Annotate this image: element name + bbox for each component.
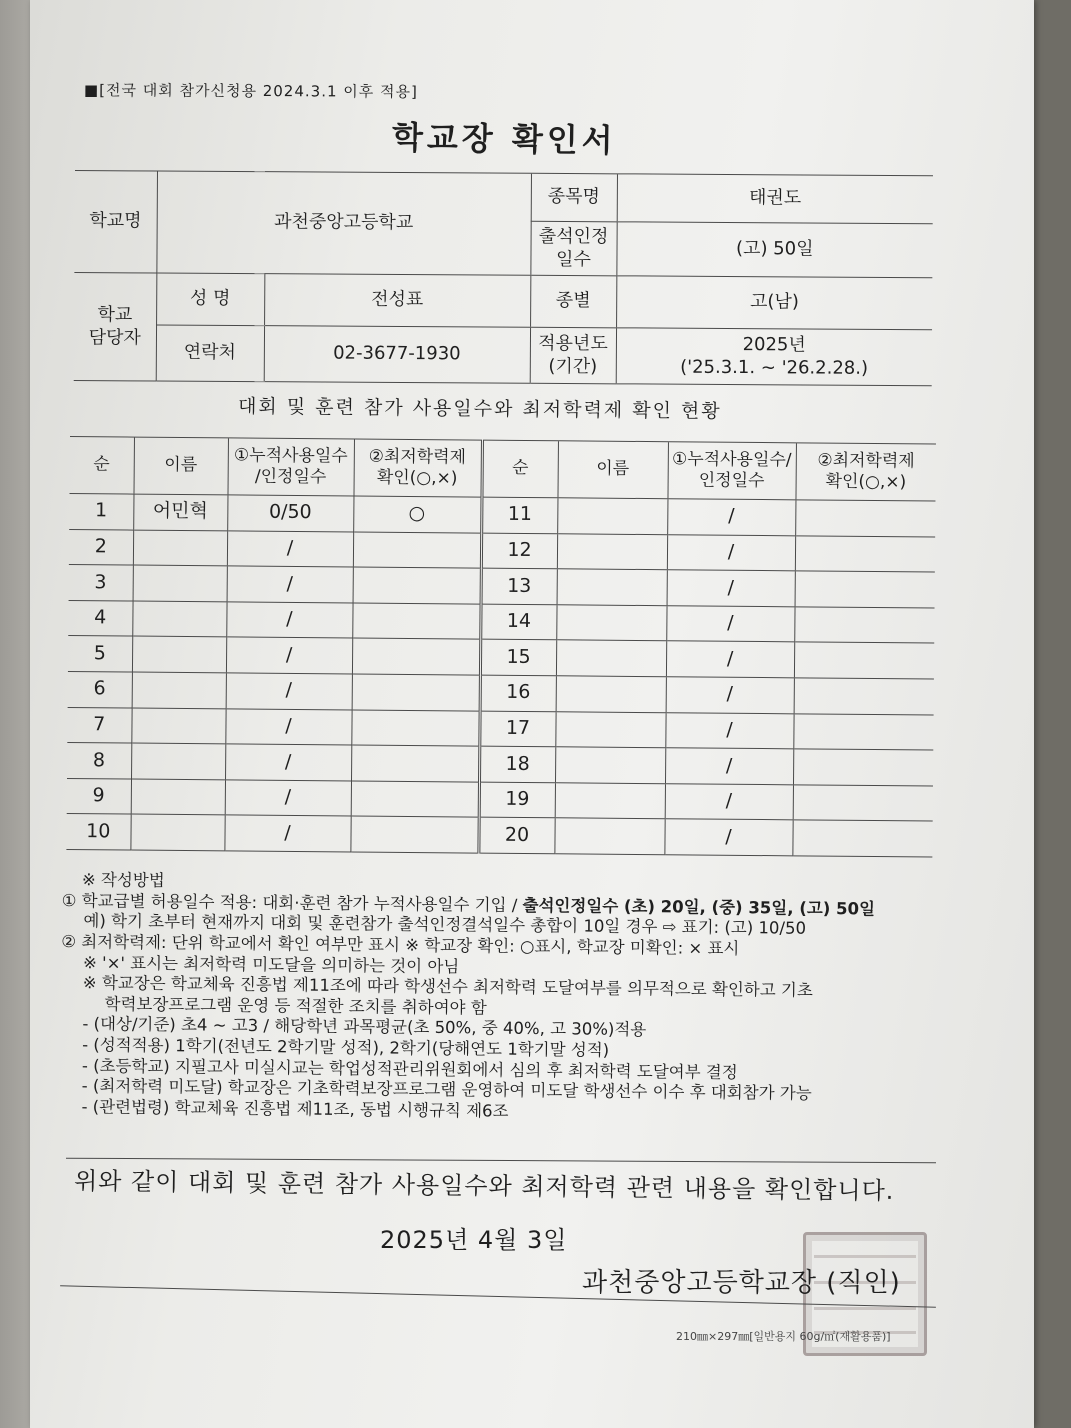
cell-days-left: / [224,815,350,852]
cell-check-right [793,749,933,786]
cell-check-right [793,713,933,750]
attendance-value: (고) 50일 [616,222,932,278]
participation-table [66,436,936,857]
cell-no-right: 18 [479,746,555,782]
table-header-row [69,436,935,501]
cell-no-left: 1 [69,493,133,529]
cell-name-right [555,782,665,819]
cell-days-right: / [667,499,795,536]
table-subtitle: 대회 및 훈련 참가 사용일수와 최저학력제 확인 현황 [237,395,722,423]
cell-check-right [795,535,935,572]
note-2-sub2-cont: 학력보장프로그램 운영 등 적절한 조치를 취하여야 함 [104,994,487,1018]
cell-days-left: / [226,637,352,674]
document-title: 학교장 확인서 [391,118,617,160]
cell-name-right [556,676,666,713]
cell-name-right [557,533,667,570]
cell-name-left: 어민혁 [133,494,227,530]
header-academic-right [795,443,935,501]
cell-no-left: 7 [67,707,131,743]
note-1-bold: 출석인정일수 (초) 20일, (중) 35일, (고) 50일 [522,895,876,919]
name-value: 전성표 [264,274,530,328]
cell-no-left: 2 [69,529,133,565]
type-value: 고(남) [616,276,932,330]
header-note: ■[전국 대회 참가신청용 2024.3.1 이후 적용] [83,81,418,101]
attendance-label-line1: 출석인정 [538,225,609,248]
header-academic-right-line1: ②최저학력제 [817,450,915,472]
cell-name-left [132,636,226,672]
note-2-sub2: ※ 학교장은 학교체육 진흥법 제11조에 따라 학생선수 최저학력 도달여부를 의무적으로 확인하고 기초 [82,973,813,1000]
cell-check-right [794,678,934,715]
cell-no-left: 6 [68,671,132,707]
cell-no-right: 20 [478,817,554,853]
note-1-example: 예) 학기 초부터 현재까지 대회 및 훈련참가 출석인정결석일수 총합이 10일 경우 ⇨ 표기: (고) 10/50 [83,911,807,939]
cell-no-right: 12 [481,533,557,569]
cell-days-left: 0/50 [227,495,353,532]
cell-days-right: / [667,534,795,571]
name-label: 성 명 [156,273,264,326]
cell-days-left: / [226,673,352,710]
cell-name-left [132,672,226,708]
year-label [530,327,616,384]
sport-value: 태권도 [617,174,933,224]
cell-days-right: / [664,819,792,856]
cell-days-right: / [665,712,793,749]
year-value-line1: 2025년 [742,334,806,356]
cell-no-left: 4 [68,600,132,636]
cell-name-left [132,601,226,637]
cell-name-left [131,779,225,815]
cell-name-right [556,640,666,677]
cell-days-left: / [227,530,353,567]
attendance-label [530,221,616,276]
cell-check-left [350,816,478,853]
cell-days-right: / [665,783,793,820]
paper-spec-footer: 210㎜×297㎜[일반용지 60g/㎡(재활용품)] [676,1330,891,1343]
writing-instructions [59,870,942,1127]
year-label-line1: 적용년도 [538,332,608,355]
detail-2: - (성적적용) 1학기(전년도 2학기말 성적), 2학기(당해연도 1학기말 성적) [82,1035,610,1060]
cell-name-left [131,708,225,744]
header-days-right-line2: 인정일수 [698,470,765,492]
header-days-right-line1: ①누적사용일수/ [671,449,792,471]
cell-name-left [133,530,227,566]
note-2-sub1: ※ '×' 표시는 최저학력 미도달을 의미하는 것이 아님 [82,952,460,976]
cell-check-right [792,820,932,857]
cell-days-right: / [665,748,793,785]
cell-check-right [794,607,934,644]
type-label: 종별 [530,275,616,328]
cell-check-left [352,638,480,675]
cell-no-right: 14 [480,604,556,640]
cell-days-right: / [667,570,795,607]
cell-name-right [557,569,667,606]
cell-days-left: / [225,780,351,817]
header-name-left: 이름 [133,437,227,495]
cell-no-right: 17 [479,711,555,747]
header-days-left-line1: ①누적사용일수 [233,445,348,467]
cell-no-left: 9 [67,778,131,814]
cell-name-right [554,818,664,855]
cell-days-right: / [666,677,794,714]
cell-no-left: 3 [69,565,133,601]
cell-name-right [555,747,665,784]
cell-days-left: / [225,744,351,781]
cell-no-left: 5 [68,636,132,672]
note-1-text: ① 학교급별 허용일수 적용: 대회·훈련 참가 누적사용일수 기입 / [61,890,523,915]
detail-1: - (대상/기준) 초4 ~ 고3 / 해당학년 과목평균(초 50%, 중 40%, 고 30%)적용 [82,1014,647,1040]
cell-check-right [794,642,934,679]
cell-name-left [133,565,227,601]
contact-value: 02-3677-1930 [264,326,530,384]
notes-heading: ※ 작성방법 [81,870,165,891]
cell-check-left: ○ [353,496,481,533]
cell-days-right: / [666,605,794,642]
header-name-right: 이름 [557,441,667,499]
cell-no-right: 16 [480,675,556,711]
confirmation-text: 위와 같이 대회 및 훈련 참가 사용일수와 최저학력 관련 내용을 확인합니다. [73,1166,895,1206]
cell-check-left [353,567,481,604]
year-value [616,328,932,386]
attendance-label-line2: 일수 [556,248,591,270]
cell-days-right: / [666,641,794,678]
year-label-line2: (기간) [548,355,598,377]
cell-check-left [351,710,479,747]
header-no-right: 순 [481,440,557,498]
cell-name-left [131,743,225,779]
cell-check-right [793,785,933,822]
cell-check-left [352,674,480,711]
sport-label: 종목명 [531,173,617,222]
header-academic-left-line2: 확인(○,×) [376,467,458,489]
cell-days-left: / [226,602,352,639]
period-value: ('25.3.1. ~ '26.2.28.) [680,356,869,379]
header-days-left [227,438,353,496]
cell-check-left [352,603,480,640]
manager-label [74,272,157,380]
detail-5: - (관련법령) 학교체육 진흥법 제11조, 동법 시행규칙 제6조 [81,1097,509,1121]
school-name-label: 학교명 [74,170,157,272]
cell-days-left: / [227,566,353,603]
cell-no-right: 13 [481,568,557,604]
cell-check-left [351,745,479,782]
table-row [66,814,932,857]
cell-no-right: 15 [480,639,556,675]
manager-label-line1: 학교 [97,304,133,326]
detail-4: - (최저학력 미도달) 학교장은 기초학력보장프로그램 운영하여 미도달 학생선수 이수 후 대회참가 가능 [81,1076,812,1104]
cell-check-right [795,571,935,608]
principal-signature: 과천중앙고등학교장 (직인) [582,1268,901,1298]
header-no-left: 순 [69,436,133,494]
contact-label: 연락처 [156,325,264,382]
confirmation-date: 2025년 4월 3일 [380,1226,568,1254]
note-2: ② 최저학력제: 단위 학교에서 확인 여부만 표시 ※ 학교장 확인: ○표시, 학교장 미확인: × 표시 [61,931,740,958]
school-name-value: 과천중앙고등학교 [156,171,531,275]
header-academic-left-line1: ②최저학력제 [368,446,467,468]
cell-no-right: 11 [481,497,557,533]
school-info-table [74,170,933,386]
cell-check-right [795,500,935,537]
cell-check-left [353,532,481,569]
cell-no-right: 19 [479,782,555,818]
cell-no-left: 10 [66,814,130,850]
header-days-right [667,442,795,500]
cell-name-right [556,605,666,642]
cell-name-left [130,814,224,850]
manager-label-line2: 담당자 [88,326,141,348]
header-academic-left [353,439,481,497]
cell-days-left: / [225,708,351,745]
header-days-left-line2: /인정일수 [254,466,327,488]
cell-name-right [555,711,665,748]
cell-name-right [557,498,667,535]
detail-3: - (초등학교) 지필고사 미실시교는 학업성적관리위원회에서 심의 후 최저학력 도달여부 결정 [81,1055,738,1082]
header-academic-right-line2: 확인(○,×) [825,471,907,493]
cell-no-left: 8 [67,743,131,779]
cell-check-left [351,781,479,818]
